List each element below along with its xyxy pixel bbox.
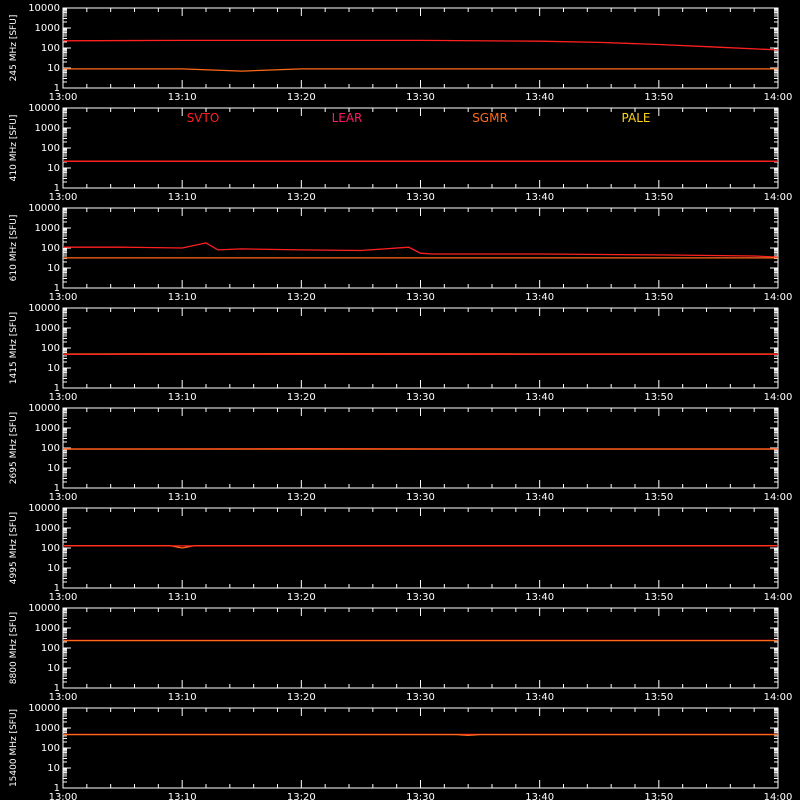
x-tick-label: 13:30	[406, 392, 435, 403]
x-tick-label: 13:30	[406, 792, 435, 800]
y-axis-label: 8800 MHz [SFU]	[9, 611, 19, 685]
y-tick-label: 1	[53, 683, 60, 694]
y-axis-label: 610 MHz [SFU]	[9, 214, 19, 282]
x-tick-label: 13:20	[286, 92, 316, 103]
x-tick-label: 13:20	[286, 392, 316, 403]
y-tick-label: 1000	[34, 423, 60, 434]
y-tick-label: 1000	[34, 223, 60, 234]
x-tick-label: 13:00	[48, 792, 78, 800]
panel-6	[9, 503, 792, 603]
y-tick-label: 10000	[28, 203, 60, 214]
plot-frame	[63, 408, 778, 488]
y-tick-label: 1	[53, 383, 60, 394]
x-tick-label: 13:10	[167, 792, 197, 800]
x-tick-label: 13:50	[644, 292, 674, 303]
y-tick-label: 1	[53, 483, 60, 494]
x-tick-label: 13:20	[286, 792, 316, 800]
x-tick-label: 13:50	[644, 492, 674, 503]
y-tick-label: 100	[40, 443, 60, 454]
x-tick-label: 13:20	[286, 292, 316, 303]
legend-entry-lear: LEAR	[331, 111, 363, 125]
x-tick-label: 13:40	[525, 392, 555, 403]
y-tick-label: 1	[53, 83, 60, 94]
x-tick-label: 13:00	[48, 492, 78, 503]
y-tick-label: 1000	[34, 723, 60, 734]
y-tick-label: 1000	[34, 323, 60, 334]
x-tick-label: 13:30	[406, 492, 435, 503]
y-tick-label: 100	[40, 43, 60, 54]
y-tick-label: 1	[53, 583, 60, 594]
x-tick-label: 13:40	[525, 692, 555, 703]
y-tick-label: 1	[53, 783, 60, 794]
y-tick-label: 1	[53, 183, 60, 194]
y-tick-label: 10	[47, 663, 60, 674]
y-tick-label: 10000	[28, 703, 60, 714]
panel-8	[9, 703, 792, 800]
y-axis-label: 1415 MHz [SFU]	[9, 311, 19, 385]
x-tick-label: 14:00	[763, 492, 793, 503]
x-tick-label: 13:40	[525, 292, 555, 303]
x-tick-label: 13:10	[167, 292, 197, 303]
x-tick-label: 13:00	[48, 292, 78, 303]
y-tick-label: 10000	[28, 503, 60, 514]
plot-frame	[63, 308, 778, 388]
y-tick-label: 10	[47, 463, 60, 474]
y-tick-label: 10	[47, 163, 60, 174]
x-tick-label: 13:20	[286, 492, 316, 503]
x-tick-label: 14:00	[763, 592, 793, 603]
x-tick-label: 13:30	[406, 292, 435, 303]
y-tick-label: 10000	[28, 303, 60, 314]
x-tick-label: 13:00	[48, 92, 78, 103]
x-tick-label: 13:30	[406, 192, 435, 203]
y-tick-label: 10000	[28, 603, 60, 614]
x-tick-label: 13:40	[525, 492, 555, 503]
panel-2	[9, 103, 792, 203]
legend-entry-pale: PALE	[621, 111, 651, 125]
series-line-2	[63, 69, 778, 71]
y-tick-label: 100	[40, 243, 60, 254]
plot-frame	[63, 708, 778, 788]
panel-7	[9, 603, 792, 703]
y-axis-label: 2695 MHz [SFU]	[9, 411, 19, 485]
x-tick-label: 13:50	[644, 92, 674, 103]
x-tick-label: 13:20	[286, 692, 316, 703]
x-tick-label: 13:30	[406, 92, 435, 103]
plot-frame	[63, 608, 778, 688]
y-tick-label: 1000	[34, 623, 60, 634]
y-tick-label: 10	[47, 263, 60, 274]
x-tick-label: 14:00	[763, 692, 793, 703]
panel-5	[9, 403, 792, 503]
x-tick-label: 13:00	[48, 192, 78, 203]
x-tick-label: 13:00	[48, 692, 78, 703]
x-tick-label: 14:00	[763, 792, 793, 800]
y-axis-label: 410 MHz [SFU]	[9, 114, 19, 182]
x-tick-label: 13:20	[286, 192, 316, 203]
y-tick-label: 100	[40, 343, 60, 354]
x-tick-label: 13:10	[167, 192, 197, 203]
y-tick-label: 10	[47, 763, 60, 774]
y-tick-label: 100	[40, 143, 60, 154]
x-tick-label: 13:20	[286, 592, 316, 603]
y-tick-label: 10	[47, 63, 60, 74]
y-axis-label: 15400 MHz [SFU]	[9, 708, 19, 788]
x-tick-label: 14:00	[763, 192, 793, 203]
panel-3	[9, 203, 792, 303]
panel-4	[9, 303, 792, 403]
x-tick-label: 13:00	[48, 592, 78, 603]
plot-frame	[63, 8, 778, 88]
x-tick-label: 13:50	[644, 692, 674, 703]
y-tick-label: 100	[40, 643, 60, 654]
x-tick-label: 13:50	[644, 792, 674, 800]
x-tick-label: 13:50	[644, 192, 674, 203]
x-tick-label: 13:00	[48, 392, 78, 403]
x-tick-label: 14:00	[763, 92, 793, 103]
x-tick-label: 13:50	[644, 392, 674, 403]
x-tick-label: 13:40	[525, 792, 555, 800]
y-tick-label: 10000	[28, 103, 60, 114]
series-line-1	[63, 40, 778, 50]
x-tick-label: 13:40	[525, 592, 555, 603]
x-tick-label: 13:40	[525, 92, 555, 103]
series-line-2	[63, 735, 778, 736]
legend-entry-svto: SVTO	[186, 111, 220, 125]
y-axis-label: 4995 MHz [SFU]	[9, 511, 19, 585]
y-tick-label: 1000	[34, 123, 60, 134]
y-tick-label: 10000	[28, 403, 60, 414]
panel-1	[9, 3, 792, 103]
x-tick-label: 13:30	[406, 692, 435, 703]
x-tick-label: 13:40	[525, 192, 555, 203]
x-tick-label: 13:10	[167, 92, 197, 103]
plot-frame	[63, 108, 778, 188]
x-tick-label: 14:00	[763, 392, 793, 403]
x-tick-label: 13:30	[406, 592, 435, 603]
plot-frame	[63, 508, 778, 588]
y-tick-label: 10	[47, 563, 60, 574]
y-tick-label: 10000	[28, 3, 60, 14]
y-tick-label: 1	[53, 283, 60, 294]
y-tick-label: 100	[40, 743, 60, 754]
x-tick-label: 13:50	[644, 592, 674, 603]
x-tick-label: 13:10	[167, 592, 197, 603]
x-tick-label: 13:10	[167, 692, 197, 703]
y-tick-label: 1000	[34, 523, 60, 534]
legend-entry-sgmr: SGMR	[472, 111, 508, 125]
y-tick-label: 1000	[34, 23, 60, 34]
x-tick-label: 14:00	[763, 292, 793, 303]
y-axis-label: 245 MHz [SFU]	[9, 14, 19, 82]
y-tick-label: 10	[47, 363, 60, 374]
y-tick-label: 100	[40, 543, 60, 554]
x-tick-label: 13:10	[167, 392, 197, 403]
x-tick-label: 13:10	[167, 492, 197, 503]
series-line-1	[63, 243, 778, 257]
